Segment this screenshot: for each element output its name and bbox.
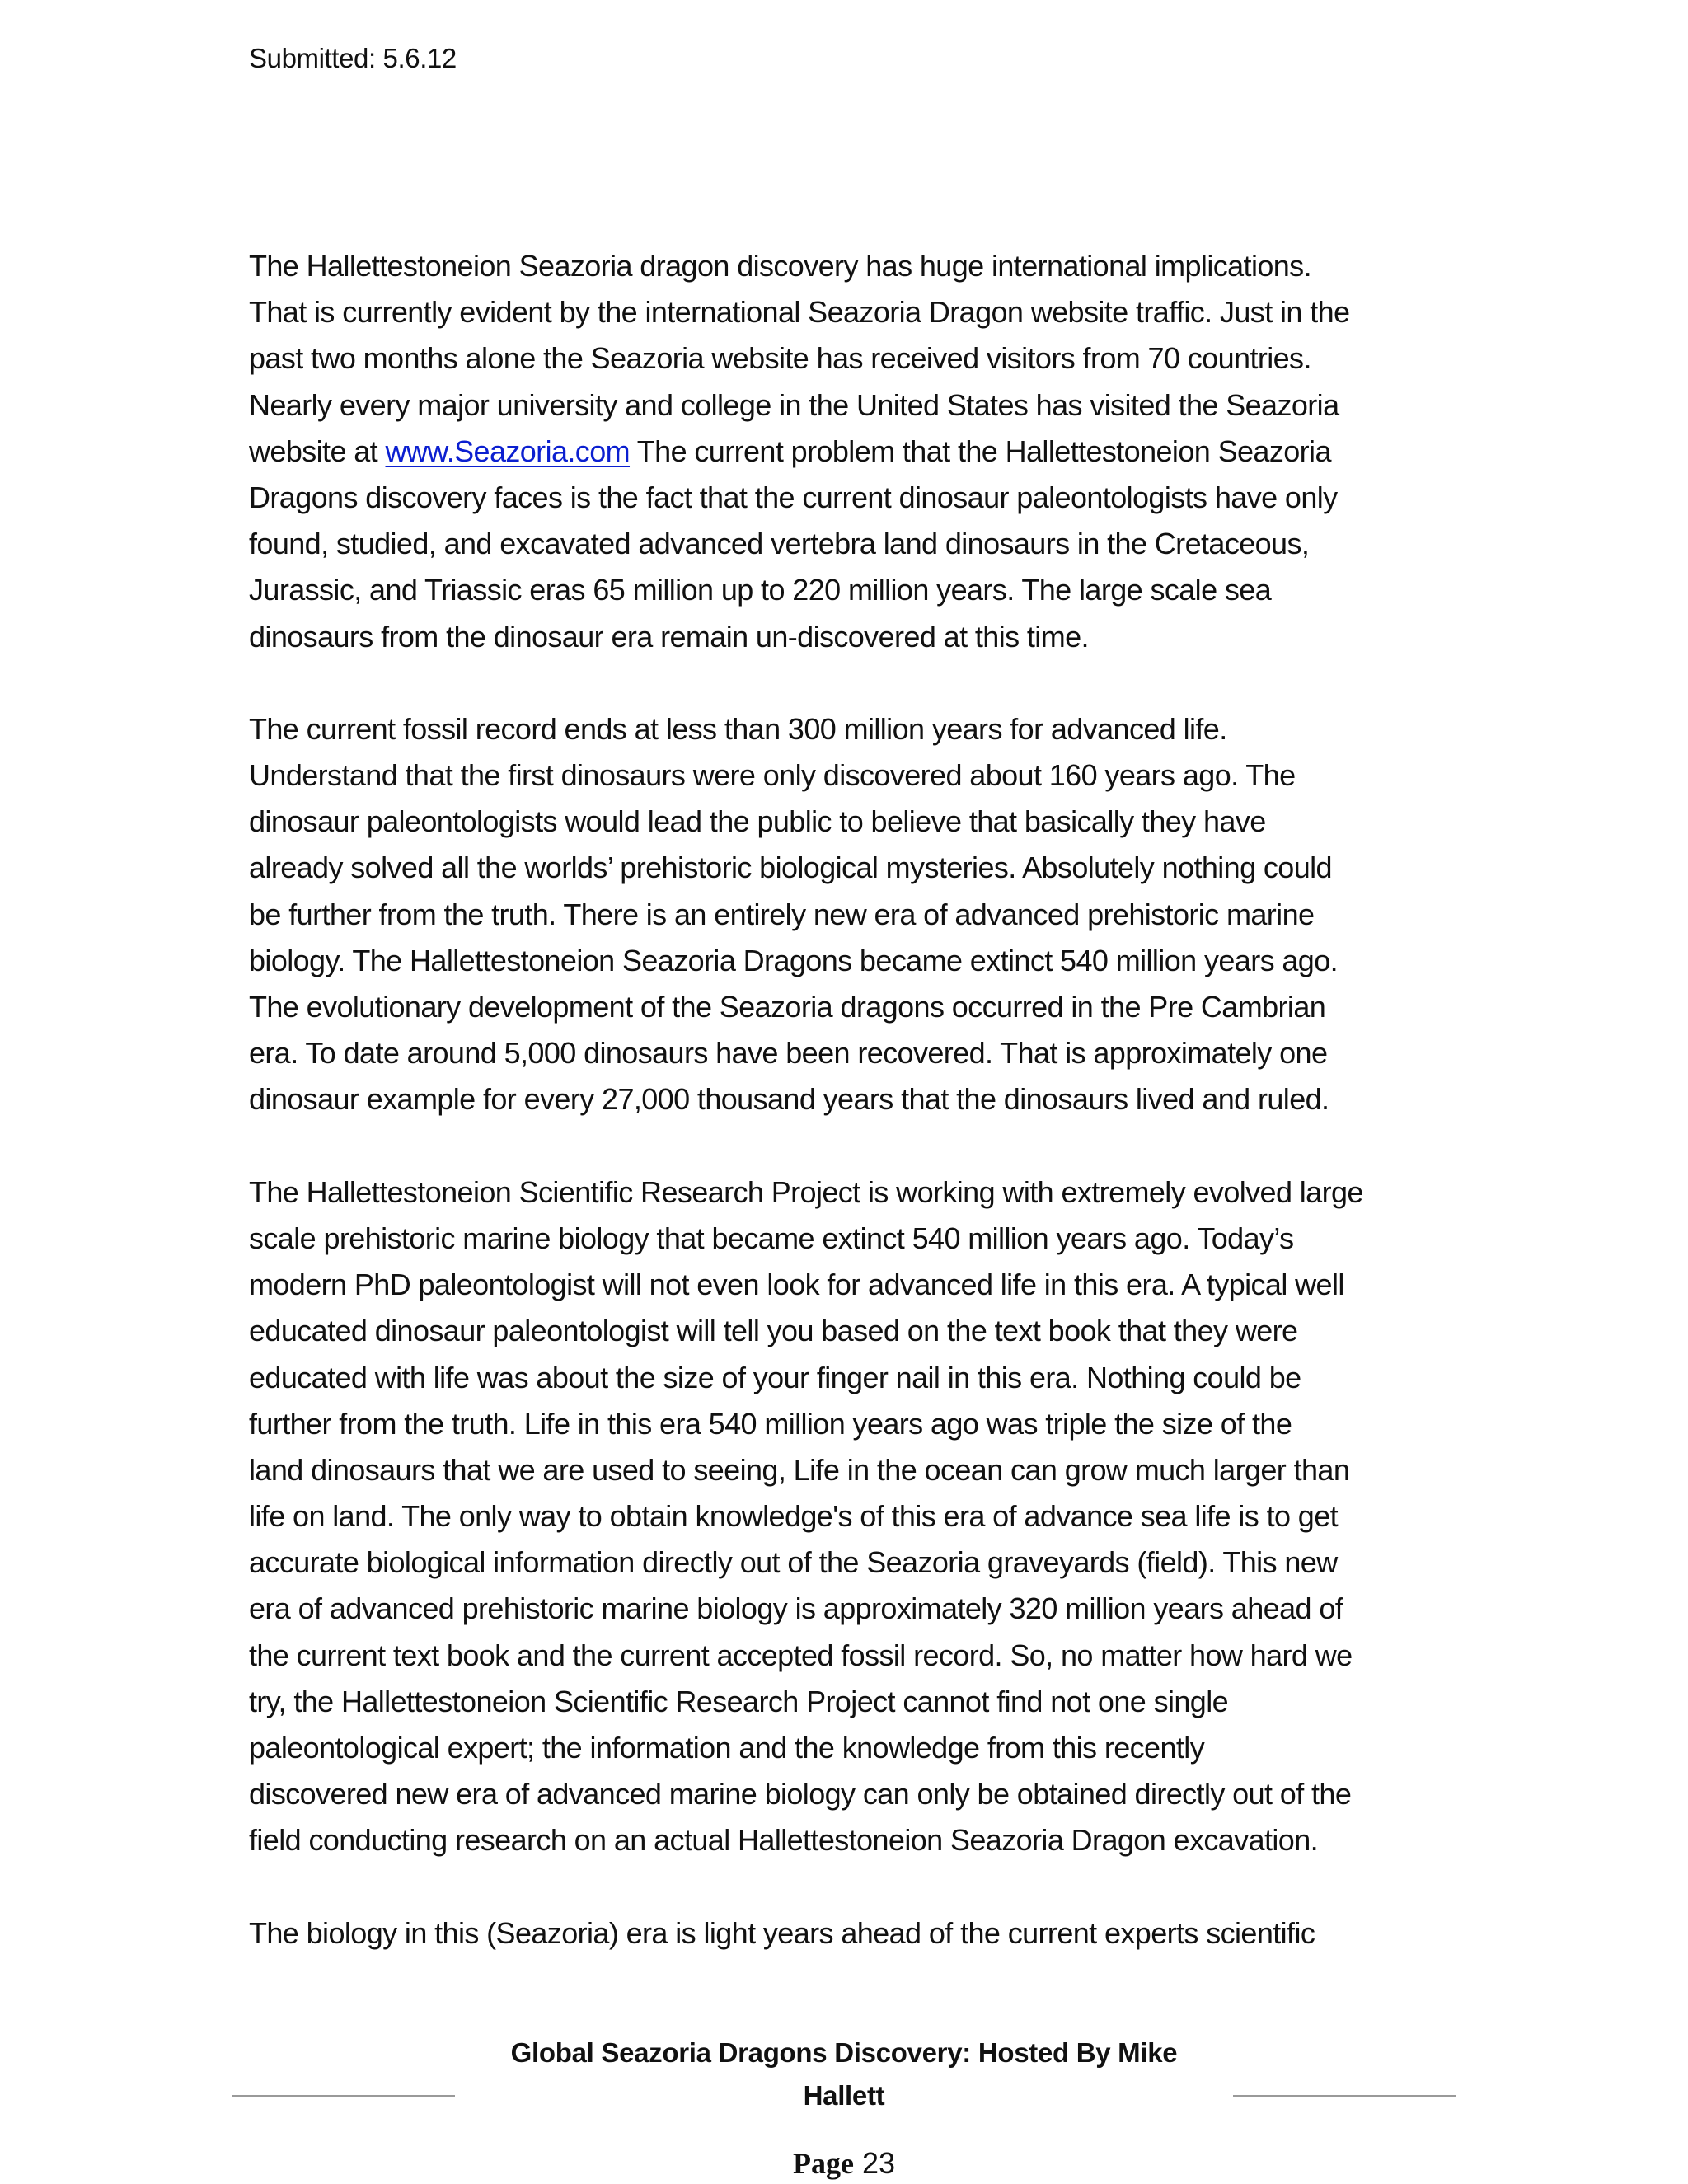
text-line: The evolutionary development of the Seazoria dragons occurred in the Pre Cambrian (249, 990, 1326, 1024)
text-line: be further from the truth. There is an entirely new era of advanced prehistoric marine (249, 897, 1315, 931)
paragraph-4 (249, 1910, 1452, 1957)
text-line: The current fossil record ends at less than 300 million years for advanced life. (249, 711, 1227, 746)
page-number-value: 23 (861, 2146, 896, 2180)
text-line: land dinosaurs that we are used to seeing, Life in the ocean can grow much larger than (249, 1452, 1350, 1487)
link-suffix-text: The current problem that the Hallettestoneion Seazoria (630, 434, 1331, 468)
text-line: try, the Hallettestoneion Scientific Research Project cannot find not one single (249, 1684, 1229, 1718)
text-line: scale prehistoric marine biology that became extinct 540 million years ago. Today’s (249, 1221, 1294, 1255)
page-label: Page (792, 2147, 854, 2180)
text-line: Jurassic, and Triassic eras 65 million up to 220 million years. The large scale sea (249, 573, 1272, 607)
text-line: life on land. The only way to obtain knowledge's of this era of advance sea life is to get (249, 1499, 1339, 1534)
text-line: paleontological expert; the information and the knowledge from this recently (249, 1731, 1205, 1765)
text-line: The Hallettestoneion Seazoria dragon discovery has huge international implications. (249, 249, 1311, 283)
paragraph-1 (249, 243, 1452, 660)
text-line: field conducting research on an actual Hallettestoneion Seazoria Dragon excavation. (249, 1823, 1319, 1858)
text-line: The Hallettestoneion Scientific Research Project is working with extremely evolved large (249, 1174, 1363, 1209)
text-line: educated dinosaur paleontologist will tell you based on the text book that they were (249, 1314, 1298, 1348)
paragraph-spacer (249, 1123, 1452, 1169)
text-line: dinosaur paleontologists would lead the public to believe that basically they have (249, 804, 1266, 839)
paragraph-spacer (249, 1864, 1452, 1910)
text-line: past two months alone the Seazoria website has received visitors from 70 countries. (249, 341, 1311, 376)
text-line: found, studied, and excavated advanced vertebra land dinosaurs in the Cretaceous, (249, 527, 1310, 561)
footer-divider-left (232, 2095, 455, 2097)
text-line: dinosaurs from the dinosaur era remain un-discovered at this time. (249, 619, 1089, 654)
text-line: accurate biological information directly out of the Seazoria graveyards (field). This new (249, 1545, 1338, 1580)
text-line: Dragons discovery faces is the fact that the current dinosaur paleontologists have only (249, 480, 1338, 514)
footer-divider-right (1233, 2095, 1456, 2097)
text-line: Nearly every major university and college in the United States has visited the Seazoria (249, 387, 1339, 422)
page-footer (0, 2032, 1688, 2117)
paragraph-spacer (249, 660, 1452, 706)
text-line: era of advanced prehistoric marine biology is approximately 320 million years ahead of (249, 1591, 1343, 1626)
text-line: era. To date around 5,000 dinosaurs have been recovered. That is approximately one (249, 1036, 1328, 1071)
footer-title-line-1: Global Seazoria Dragons Discovery: Hosted By Mike (510, 2037, 1178, 2068)
text-line: educated with life was about the size of your finger nail in this era. Nothing could be (249, 1360, 1301, 1394)
text-line: discovered new era of advanced marine biology can only be obtained directly out of the (249, 1777, 1352, 1811)
paragraph-2 (249, 706, 1452, 1123)
text-line: the current text book and the current accepted fossil record. So, no matter how hard we (249, 1638, 1353, 1672)
link-prefix-text: website at (249, 434, 386, 468)
text-line: modern PhD paleontologist will not even look for advanced life in this era. A typical well (249, 1268, 1344, 1302)
text-line: The biology in this (Seazoria) era is light years ahead of the current experts scientific (249, 1915, 1315, 1950)
footer-title-line-2: Hallett (803, 2080, 885, 2111)
seazoria-website-link[interactable]: www.Seazoria.com (385, 434, 631, 468)
text-line: biology. The Hallettestoneion Seazoria Dragons became extinct 540 million years ago. (249, 943, 1339, 977)
submitted-date: Submitted: 5.6.12 (249, 43, 457, 73)
text-line: already solved all the worlds’ prehistoric biological mysteries. Absolutely nothing could (249, 851, 1332, 885)
text-line: Understand that the first dinosaurs were only discovered about 160 years ago. The (249, 758, 1296, 793)
document-body (249, 243, 1452, 1957)
text-line: That is currently evident by the international Seazoria Dragon website traffic. Just in the (249, 295, 1350, 330)
page-number (0, 2147, 1688, 2180)
text-line: dinosaur example for every 27,000 thousand years that the dinosaurs lived and ruled. (249, 1082, 1329, 1117)
text-line: further from the truth. Life in this era 540 million years ago was triple the size of the (249, 1406, 1292, 1441)
paragraph-3 (249, 1169, 1452, 1864)
text-line-with-link (249, 429, 1452, 475)
